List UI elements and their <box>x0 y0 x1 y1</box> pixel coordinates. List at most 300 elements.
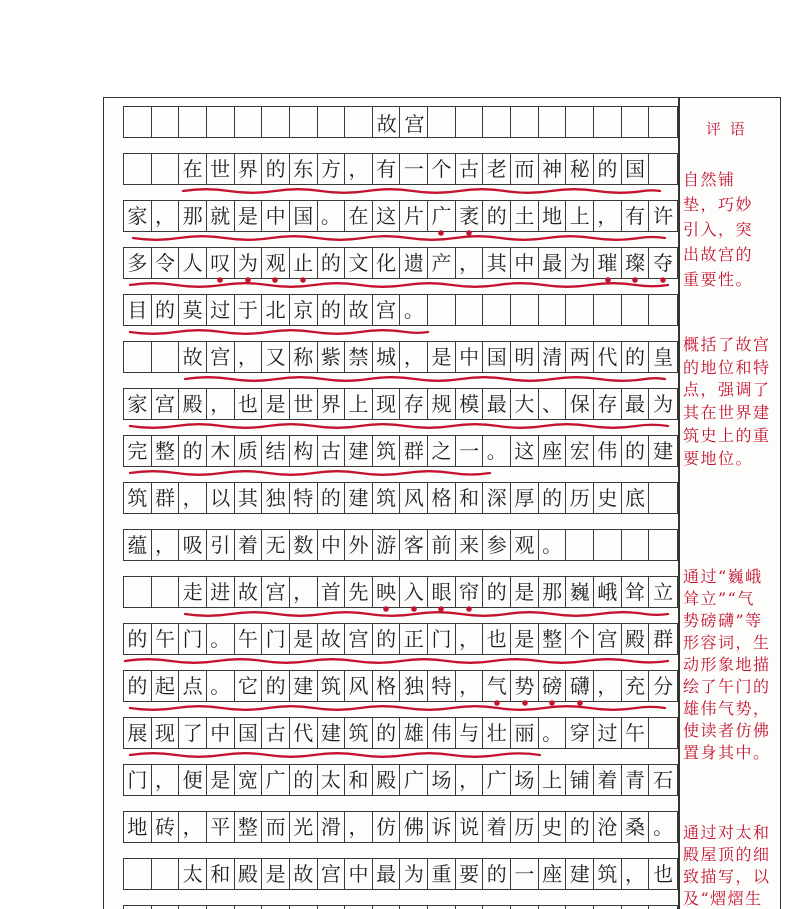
grid-cell <box>179 107 207 137</box>
grid-cell: 史 <box>594 483 622 513</box>
grid-cell: 是 <box>290 624 318 654</box>
grid-cell: 便 <box>179 765 207 795</box>
grid-cell: 殿 <box>235 859 263 889</box>
grid-cell: 殿 <box>179 389 207 419</box>
grid-cell: 宏 <box>566 436 594 466</box>
grid-cell: 的 <box>373 624 401 654</box>
grid-cell: 世 <box>207 154 235 184</box>
grid-cell: 是 <box>511 624 539 654</box>
grid-cell: 殿 <box>373 765 401 795</box>
grid-cell: 规 <box>428 389 456 419</box>
grid-cell <box>124 859 152 889</box>
grid-cell: 中 <box>262 201 290 231</box>
grid-cell: 的 <box>483 859 511 889</box>
grid-cell: 宫 <box>152 389 180 419</box>
grid-cell: 广 <box>483 765 511 795</box>
grid-cell: 有 <box>373 154 401 184</box>
grid-cell <box>622 107 650 137</box>
writing-row <box>123 576 678 608</box>
grid-cell: 古 <box>456 154 484 184</box>
grid-cell: 映 <box>373 577 401 607</box>
grid-cell: ， <box>622 859 650 889</box>
grid-cell: 为 <box>235 248 263 278</box>
grid-cell: 人 <box>179 248 207 278</box>
grid-cell: 中 <box>456 342 484 372</box>
grid-cell: 宫 <box>207 342 235 372</box>
teacher-comment-taihedian <box>683 822 779 909</box>
grid-cell: 外 <box>345 530 373 560</box>
grid-cell: 目 <box>124 295 152 325</box>
grid-cell: 的 <box>124 624 152 654</box>
comment-line: 要地位。 <box>683 448 754 468</box>
grid-cell: ， <box>152 530 180 560</box>
grid-cell <box>428 107 456 137</box>
grid-cell <box>622 530 650 560</box>
writing-row <box>123 529 678 561</box>
grid-cell: 筑 <box>373 436 401 466</box>
grid-cell: 充 <box>622 671 650 701</box>
writing-row <box>123 388 678 420</box>
grid-cell <box>539 107 567 137</box>
grid-cell: 的 <box>124 671 152 701</box>
grid-cell: 数 <box>290 530 318 560</box>
grid-cell: 是 <box>207 765 235 795</box>
grid-cell: 遗 <box>400 248 428 278</box>
grid-cell: 眼 <box>428 577 456 607</box>
grid-cell: 史 <box>539 812 567 842</box>
grid-cell <box>152 107 180 137</box>
grid-cell: 巍 <box>566 577 594 607</box>
writing-row <box>123 247 678 279</box>
grid-cell: 一 <box>456 436 484 466</box>
grid-cell: 深 <box>483 483 511 513</box>
grid-cell <box>124 342 152 372</box>
grid-cell: ， <box>207 389 235 419</box>
grid-cell: 宫 <box>345 624 373 654</box>
comment-line: 耸立”“气 <box>683 589 755 608</box>
grid-cell: 说 <box>456 812 484 842</box>
grid-cell: 故 <box>345 295 373 325</box>
grid-cell: 是 <box>511 577 539 607</box>
grid-cell: 家 <box>124 201 152 231</box>
grid-cell: 先 <box>345 577 373 607</box>
grid-cell: 座 <box>539 436 567 466</box>
grid-cell: 有 <box>622 201 650 231</box>
grid-cell: 要 <box>456 859 484 889</box>
grid-cell: 铺 <box>566 765 594 795</box>
grid-cell: 的 <box>318 483 346 513</box>
grid-cell: 的 <box>152 295 180 325</box>
grid-cell <box>483 295 511 325</box>
grid-cell: 现 <box>373 389 401 419</box>
grid-cell: 质 <box>235 436 263 466</box>
grid-cell: 广 <box>262 765 290 795</box>
grid-cell: 的 <box>566 812 594 842</box>
grid-cell <box>649 107 677 137</box>
grid-cell <box>594 295 622 325</box>
writing-row <box>123 858 678 890</box>
grid-cell: 许 <box>653 204 674 228</box>
grid-cell: 世 <box>290 389 318 419</box>
grid-cell: 门 <box>428 624 456 654</box>
grid-cell: 现 <box>152 718 180 748</box>
grid-cell: 大 <box>511 389 539 419</box>
grid-cell: 多 <box>124 248 152 278</box>
grid-cell <box>566 295 594 325</box>
grid-cell: 独 <box>400 671 428 701</box>
writing-row <box>123 670 678 702</box>
teacher-comment-intro <box>683 167 779 292</box>
comment-line: 重要性。 <box>683 270 754 289</box>
grid-cell: 模 <box>456 389 484 419</box>
grid-cell: 历 <box>566 483 594 513</box>
grid-cell: 。 <box>539 530 567 560</box>
grid-cell: 和 <box>345 765 373 795</box>
grid-cell: 皇 <box>653 345 674 369</box>
grid-cell: 观 <box>262 248 290 278</box>
writing-row <box>123 200 678 232</box>
grid-cell <box>318 107 346 137</box>
writing-row <box>123 811 678 843</box>
grid-cell: 。 <box>400 295 428 325</box>
grid-cell: 中 <box>345 859 373 889</box>
comment-line: 筑史上的重 <box>683 425 771 445</box>
grid-cell: 那 <box>179 201 207 231</box>
grid-cell <box>622 295 650 325</box>
grid-cell: 一 <box>511 859 539 889</box>
grid-cell: 独 <box>262 483 290 513</box>
grid-cell: 仿 <box>373 812 401 842</box>
grid-cell: 一 <box>400 154 428 184</box>
grid-cell: 最 <box>539 248 567 278</box>
grid-cell: 历 <box>511 812 539 842</box>
grid-cell: 平 <box>207 812 235 842</box>
grid-cell: 的 <box>318 295 346 325</box>
grid-cell: 古 <box>262 718 290 748</box>
comment-line: 动形象地描 <box>683 655 771 674</box>
comment-column-header: 评 语 <box>706 120 747 138</box>
grid-cell: 国 <box>622 154 650 184</box>
grid-cell: 家 <box>124 389 152 419</box>
grid-cell: 午 <box>622 718 650 748</box>
grid-cell: 筑 <box>124 483 152 513</box>
grid-cell <box>152 154 180 184</box>
grid-cell: 中 <box>511 248 539 278</box>
grid-cell: 群 <box>152 483 180 513</box>
grid-cell: 上 <box>345 389 373 419</box>
grid-cell: 的 <box>373 718 401 748</box>
grid-cell: 是 <box>428 342 456 372</box>
grid-cell: 最 <box>373 859 401 889</box>
grid-cell: 场 <box>511 765 539 795</box>
grid-cell: 参 <box>483 530 511 560</box>
grid-cell: 礴 <box>566 671 594 701</box>
comment-line: 出故宫的 <box>683 245 754 264</box>
grid-cell: 为 <box>653 392 674 416</box>
grid-cell: 最 <box>622 389 650 419</box>
grid-cell: 也 <box>483 624 511 654</box>
grid-cell <box>152 859 180 889</box>
grid-cell <box>124 107 152 137</box>
comment-line: 形容词，生 <box>683 633 771 652</box>
grid-cell <box>152 342 180 372</box>
grid-cell: 整 <box>235 812 263 842</box>
comment-line: 自然铺 <box>683 170 736 189</box>
writing-row <box>123 341 678 373</box>
grid-cell: 和 <box>207 859 235 889</box>
grid-cell: 磅 <box>539 671 567 701</box>
grid-cell: 与 <box>456 718 484 748</box>
grid-cell: 城 <box>373 342 401 372</box>
comment-line: 置身其中。 <box>683 743 771 762</box>
grid-cell: 其 <box>483 248 511 278</box>
grid-cell <box>235 107 263 137</box>
writing-row <box>123 482 678 514</box>
grid-cell: 青 <box>622 765 650 795</box>
grid-cell: ， <box>179 812 207 842</box>
grid-cell: 片 <box>400 201 428 231</box>
grid-cell: 广 <box>400 765 428 795</box>
grid-cell: 那 <box>539 577 567 607</box>
grid-cell: 厚 <box>511 483 539 513</box>
comment-line: 垫，巧妙 <box>683 195 754 214</box>
grid-cell: 门 <box>262 624 290 654</box>
grid-cell: 在 <box>345 201 373 231</box>
grid-cell: 展 <box>124 718 152 748</box>
grid-cell: 过 <box>594 718 622 748</box>
grid-cell: 文 <box>345 248 373 278</box>
grid-cell: 进 <box>207 577 235 607</box>
grid-cell: 桑 <box>622 812 650 842</box>
grid-cell: 建 <box>318 718 346 748</box>
grid-cell: 结 <box>262 436 290 466</box>
grid-cell: 走 <box>179 577 207 607</box>
grid-cell: 前 <box>428 530 456 560</box>
grid-cell: 宫 <box>318 859 346 889</box>
grid-cell: 起 <box>152 671 180 701</box>
grid-cell: 清 <box>539 342 567 372</box>
essay-title: 故宫 <box>376 111 433 136</box>
writing-row <box>123 294 678 326</box>
grid-cell: 太 <box>179 859 207 889</box>
grid-cell: 伟 <box>594 436 622 466</box>
grid-cell: 底 <box>622 483 650 513</box>
grid-cell: 代 <box>594 342 622 372</box>
grid-cell <box>594 107 622 137</box>
grid-cell: 以 <box>207 483 235 513</box>
grid-cell: 禁 <box>345 342 373 372</box>
grid-cell: 保 <box>566 389 594 419</box>
grid-cell: 而 <box>262 812 290 842</box>
grid-cell: 石 <box>653 768 674 792</box>
comment-line: 的地位和特 <box>683 357 771 377</box>
comment-line: 殿屋顶的细 <box>683 845 771 864</box>
grid-cell <box>290 107 318 137</box>
grid-cell: 穿 <box>566 718 594 748</box>
grid-cell: 特 <box>290 483 318 513</box>
writing-row <box>123 764 678 796</box>
grid-cell: 为 <box>566 248 594 278</box>
grid-cell: 的 <box>262 154 290 184</box>
writing-row <box>123 623 678 655</box>
grid-cell: 两 <box>566 342 594 372</box>
grid-cell: 诉 <box>428 812 456 842</box>
grid-cell: 筑 <box>594 859 622 889</box>
grid-cell: ， <box>290 577 318 607</box>
grid-cell <box>262 107 290 137</box>
grid-cell: 重 <box>428 859 456 889</box>
grid-cell: 的 <box>483 577 511 607</box>
grid-cell <box>649 154 677 184</box>
grid-cell: 峨 <box>594 577 622 607</box>
grid-cell: 夺 <box>653 251 674 275</box>
grid-cell: 国 <box>290 201 318 231</box>
grid-cell: 筑 <box>345 718 373 748</box>
grid-cell: 无 <box>262 530 290 560</box>
grid-cell: 滑 <box>318 812 346 842</box>
grid-cell: 场 <box>428 765 456 795</box>
grid-cell: 的 <box>179 436 207 466</box>
comment-line: 绘了午门的 <box>683 677 771 696</box>
grid-cell: 丽 <box>511 718 539 748</box>
grid-cell: 这 <box>373 201 401 231</box>
grid-cell: 建 <box>345 436 373 466</box>
grid-cell: 吸 <box>179 530 207 560</box>
grid-cell: 就 <box>207 201 235 231</box>
grid-cell: 势 <box>511 671 539 701</box>
grid-cell: 的 <box>318 248 346 278</box>
grid-cell: 于 <box>235 295 263 325</box>
grid-cell: 令 <box>152 248 180 278</box>
grid-cell: 午 <box>152 624 180 654</box>
grid-cell: 的 <box>622 436 650 466</box>
grid-cell: 个 <box>428 154 456 184</box>
grid-cell <box>539 295 567 325</box>
grid-cell: 的 <box>262 671 290 701</box>
grid-cell: 紫 <box>318 342 346 372</box>
comment-line: 引入，突 <box>683 220 754 239</box>
grid-cell <box>511 107 539 137</box>
grid-cell: 宽 <box>235 765 263 795</box>
grid-cell: ， <box>345 812 373 842</box>
grid-cell: 蕴 <box>124 530 152 560</box>
grid-cell: 建 <box>345 483 373 513</box>
grid-cell: ， <box>400 342 428 372</box>
grid-cell: ， <box>345 154 373 184</box>
grid-cell: 和 <box>456 483 484 513</box>
grid-cell: 国 <box>235 718 263 748</box>
grid-cell: 壮 <box>483 718 511 748</box>
grid-cell: 帘 <box>456 577 484 607</box>
grid-cell: ， <box>152 765 180 795</box>
grid-cell: 上 <box>539 765 567 795</box>
grid-cell <box>124 577 152 607</box>
grid-cell: 老 <box>483 154 511 184</box>
grid-cell: ， <box>152 201 180 231</box>
comment-line: 点，强调了 <box>683 380 771 400</box>
grid-cell: 观 <box>511 530 539 560</box>
grid-cell: 存 <box>400 389 428 419</box>
grid-cell: 立 <box>653 580 674 604</box>
grid-cell: 存 <box>594 389 622 419</box>
grid-cell: 化 <box>373 248 401 278</box>
grid-cell: 这 <box>511 436 539 466</box>
grid-cell <box>428 295 456 325</box>
grid-cell: 中 <box>207 718 235 748</box>
grid-cell: 过 <box>207 295 235 325</box>
grid-cell: 宫 <box>373 295 401 325</box>
grid-cell: 佛 <box>400 812 428 842</box>
grid-cell: 分 <box>653 674 674 698</box>
grid-cell: 入 <box>400 577 428 607</box>
grid-cell: 来 <box>456 530 484 560</box>
writing-row <box>123 153 678 185</box>
grid-cell: 中 <box>318 530 346 560</box>
teacher-comment-wumen <box>683 566 779 764</box>
grid-cell: 。 <box>483 436 511 466</box>
grid-cell: 璨 <box>622 248 650 278</box>
grid-cell: 、 <box>539 389 567 419</box>
grid-cell <box>566 530 594 560</box>
grid-cell: 。 <box>539 718 567 748</box>
grid-cell: 个 <box>566 624 594 654</box>
grid-cell: ， <box>456 248 484 278</box>
grid-cell: 首 <box>318 577 346 607</box>
grid-cell: 地 <box>539 201 567 231</box>
grid-cell: 引 <box>207 530 235 560</box>
grid-cell: 建 <box>290 671 318 701</box>
margin-separator-line <box>678 97 680 909</box>
grid-cell: 土 <box>511 201 539 231</box>
grid-cell: 界 <box>318 389 346 419</box>
grid-cell: 格 <box>428 483 456 513</box>
grid-cell <box>594 530 622 560</box>
grid-cell: 是 <box>262 859 290 889</box>
grid-cell: ， <box>456 624 484 654</box>
grid-cell: 建 <box>653 439 674 463</box>
grid-cell: 着 <box>594 765 622 795</box>
grid-cell: 代 <box>290 718 318 748</box>
grid-cell: 殿 <box>622 624 650 654</box>
grid-cell: ， <box>456 671 484 701</box>
grid-cell: 木 <box>207 436 235 466</box>
grid-cell: 。 <box>318 201 346 231</box>
grid-cell: 整 <box>539 624 567 654</box>
grid-cell <box>456 295 484 325</box>
grid-cell: 又 <box>262 342 290 372</box>
grid-cell: 完 <box>124 436 152 466</box>
grid-cell: 也 <box>235 389 263 419</box>
grid-cell <box>152 577 180 607</box>
grid-cell <box>345 107 373 137</box>
grid-cell: ， <box>594 671 622 701</box>
grid-cell: 宫 <box>262 577 290 607</box>
grid-cell: 雄 <box>400 718 428 748</box>
grid-cell <box>511 295 539 325</box>
grid-cell: 伟 <box>428 718 456 748</box>
comment-line: 势磅礴”等 <box>683 611 763 630</box>
grid-cell: 门 <box>179 624 207 654</box>
grid-cell: 气 <box>483 671 511 701</box>
grid-cell: 风 <box>345 671 373 701</box>
grid-cell: 方 <box>318 154 346 184</box>
grid-cell: 座 <box>539 859 567 889</box>
grid-cell: 。 <box>653 815 674 839</box>
writing-row <box>123 905 678 909</box>
grid-cell: 砖 <box>152 812 180 842</box>
grid-cell: 而 <box>511 154 539 184</box>
grid-cell <box>207 107 235 137</box>
